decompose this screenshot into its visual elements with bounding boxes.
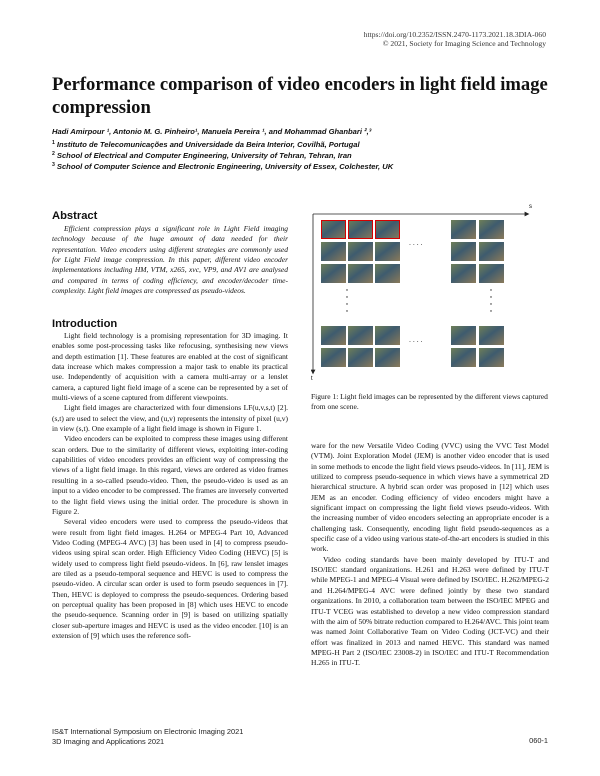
view-thumbnail bbox=[321, 220, 346, 239]
intro-paragraph: Several video encoders were used to compress the pseudo-videos that were result from light field images. H.264 or MPEG-4 Part 10, Advanced Video Coding (MPEG-4 AVC) [3] has been used in [4] to compress pseudo-videos using spiral scan order. High Efficiency Video Coding (HEVC) [5] is widely used to compress light field pseudo-videos. In [6], raw lenslet images are tiled as a pseudo-temporal sequence and HEVC is used to compress the pseudo-video. A circular scan order is used to form pseudo sequences in [7]. Then, HEVC is deployed to compress the pseudo-sequences. Ordering based on perceptual quality has been proposed in [8] which uses HEVC to encode the pseudo-sequence. Scanning order in [9] is based on utilizing spatially closer sub-aperture images and HEVC is used as the video encoder. [10] is an extension of [9] which uses the reference soft- bbox=[52, 517, 288, 640]
author-list: Hadi Amirpour ¹, Antonio M. G. Pinheiro¹, Manuela Pereira ¹, and Mohammad Ghanbari ²,³ bbox=[52, 127, 372, 136]
conference-name: 3D Imaging and Applications 2021 bbox=[52, 736, 165, 746]
caption-text: Figure 1: Light field images can be represented by the different views captured from one scene. bbox=[311, 392, 548, 411]
t-axis-label: t bbox=[311, 376, 313, 382]
view-thumbnail bbox=[348, 242, 373, 261]
view-thumbnail bbox=[348, 348, 373, 367]
view-thumbnail bbox=[348, 264, 373, 283]
s-axis-label: s bbox=[529, 204, 532, 210]
view-thumbnail bbox=[375, 242, 400, 261]
affiliation-text: School of Computer Science and Electronic Engineering, University of Essex, Colchester, UK bbox=[56, 162, 394, 171]
affiliation-number: 2 bbox=[52, 151, 55, 157]
view-thumbnail bbox=[348, 326, 373, 345]
abstract-heading: Abstract bbox=[52, 210, 98, 222]
view-thumbnail bbox=[479, 348, 504, 367]
introduction-body bbox=[52, 331, 288, 641]
abstract-body bbox=[52, 224, 288, 296]
view-thumbnail bbox=[375, 264, 400, 283]
view-thumbnail bbox=[375, 220, 400, 239]
page-number: 060-1 bbox=[529, 736, 548, 745]
symposium-name: IS&T International Symposium on Electronic Imaging 2021 bbox=[52, 727, 244, 736]
view-thumbnail bbox=[479, 264, 504, 283]
view-thumbnail bbox=[479, 326, 504, 345]
vertical-ellipsis bbox=[346, 289, 491, 311]
affiliation-text: Instituto de Telecomunicações and Universidade da Beira Interior, Covilhã, Portugal bbox=[56, 140, 360, 149]
page-footer bbox=[52, 727, 243, 746]
copyright-notice: © 2021, Society for Imaging Science and Technology bbox=[382, 39, 546, 49]
light-field-views-grid bbox=[311, 202, 549, 392]
view-thumbnail bbox=[375, 348, 400, 367]
view-thumbnail bbox=[451, 242, 476, 261]
right-column-body bbox=[311, 441, 549, 669]
view-thumbnail bbox=[321, 264, 346, 283]
affiliation-text: School of Electrical and Computer Engineering, University of Tehran, Tehran, Iran bbox=[56, 151, 352, 160]
view-thumbnail bbox=[348, 220, 373, 239]
doi-link[interactable]: https://doi.org/10.2352/ISSN.2470-1173.2021.18.3DIA-060 bbox=[363, 30, 546, 39]
paper-title: Performance comparison of video encoders in light field image compression bbox=[52, 74, 548, 118]
view-thumbnail bbox=[451, 326, 476, 345]
view-thumbnail bbox=[375, 326, 400, 345]
view-thumbnail bbox=[321, 326, 346, 345]
intro-paragraph: Video encoders can be exploited to compress these images using different scan orders. Due to the similarity of different views, exploiting inter-coding capabilities of video encoders provides an efficient way of compressing the views of a light field image. In this regard, views are ordered as video frames resulting in a so-called pseudo-video. Then, the pseudo-video is used as an input to a video encoder to be compressed. The frames are inversely converted to the light field views using the initial order. The procedure is shown in Figure 2. bbox=[52, 434, 288, 516]
view-thumbnail bbox=[451, 264, 476, 283]
view-thumbnail bbox=[479, 242, 504, 261]
horizontal-ellipsis: . . . . bbox=[409, 240, 423, 247]
page-header bbox=[364, 30, 546, 49]
view-thumbnail bbox=[451, 220, 476, 239]
introduction-heading: Introduction bbox=[52, 318, 118, 330]
abstract-text: Efficient compression plays a significant role in Light Field imaging technology because of the huge amount of data needed for their representation. Video encoders using different strategies are commonly used for Light Field image compression. In this paper, different video encoder implementations including HM, VTM, x265, xvc, VP9, and AV1 are analysed and compared in terms of coding efficiency, and encoder/decoder time-complexity. Light field images are compressed as pseudo-videos. bbox=[52, 224, 288, 296]
intro-paragraph: Light field technology is a promising representation for 3D imaging. It enables some post-processing tasks like refocusing, synthesising new views and depth estimation [1]. These features are enabled at the cost of significant data increase which makes compression a major task to enable its practical use. Independently of acquisition with a camera multi-array or a lenslet camera, a captured light field image of a scene can be represented by a set of multi-views of a scene captured from different viewpoints. bbox=[52, 331, 288, 403]
figure-1-caption bbox=[311, 392, 549, 411]
figure-1 bbox=[311, 202, 549, 407]
intro-paragraph: Light field images are characterized with four dimensions LF(u,v,s,t) [2]. (s,t) are used to select the view, and (u,v) represents the intensity of pixel (u,v) in view (s,t). One example of a light field image is shown in Figure 1. bbox=[52, 403, 288, 434]
horizontal-ellipsis: . . . . bbox=[409, 337, 423, 344]
view-thumbnail bbox=[321, 242, 346, 261]
view-thumbnail bbox=[479, 220, 504, 239]
body-paragraph: Video coding standards have been mainly developed by ITU-T and ISO/IEC standard organizations. H.261 and H.263 were defined by ITU-T while MPEG-1 and MPEG-4 Visual were defined by ISO/IEC. H.262/MPEG-2 and H.264/MPEG-4 AVC were defined jointly by these two standard organizations. In 2010, a collaboration team between the ISO/IEC MPEG and ITU-T VCEG was established to develop a new video compression standard with the aim of 50% bitrate reduction compared to H.264/AVC. This joint team was named Joint Collaborative Team on Video Coding (JCT-VC) and their effort was finalized in 2013 and named HEVC. This standard was named MPEG-H Part 2 (ISO/IEC 23008-2) in ISO/IEC and ITU-T Recommendation H.265 in ITU-T. bbox=[311, 554, 550, 668]
body-paragraph: ware for the new Versatile Video Coding (VVC) using the VVC Test Model (VTM). Joint Exploration Model (JEM) is another video encoder that is used in some methods to encode the light field views pseudo-videos. In [11], JEM is utilized to compress pseudo-sequence in which views have a symmetrical 2D hierarchical structure. A hybrid scan order was proposed in [12] which uses JEM as an encoder. Coding efficiency of video encoders might have a significant impact on compressing the light field views pseudo-videos. With the increasing number of video encoders selecting an appropriate encoder is a challenging task. Consequently, encoding light field pseudo-sequences as a specific case of a video using various state-of-the-art encoders is studied in this work. bbox=[311, 441, 549, 554]
view-thumbnail bbox=[321, 348, 346, 367]
affiliation-number: 1 bbox=[52, 140, 55, 146]
affiliation-number: 3 bbox=[52, 162, 55, 168]
affiliation-3 bbox=[52, 160, 552, 172]
view-thumbnail bbox=[451, 348, 476, 367]
